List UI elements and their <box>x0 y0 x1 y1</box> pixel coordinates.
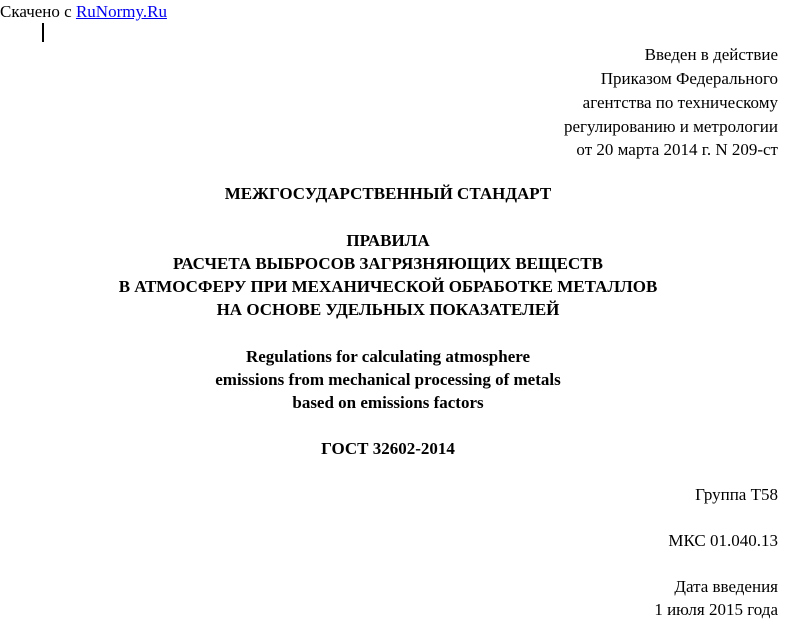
title-ru-line-3: В АТМОСФЕРУ ПРИ МЕХАНИЧЕСКОЙ ОБРАБОТКЕ МЕТАЛЛОВ <box>118 277 658 296</box>
group: Группа Т58 <box>695 485 778 504</box>
text-cursor <box>42 23 44 42</box>
standard-type: МЕЖГОСУДАРСТВЕННЫЙ СТАНДАРТ <box>224 184 552 203</box>
introduction-date-value: 1 июля 2015 года <box>654 600 778 619</box>
source-prefix: Скачено с <box>0 2 72 21</box>
source-line <box>0 0 167 23</box>
title-ru-line-4: НА ОСНОВЕ УДЕЛЬНЫХ ПОКАЗАТЕЛЕЙ <box>216 300 560 319</box>
enactment-line-3: агентства по техническому <box>582 93 778 112</box>
title-ru-line-1: ПРАВИЛА <box>346 231 430 250</box>
title-ru-line-2: РАСЧЕТА ВЫБРОСОВ ЗАГРЯЗНЯЮЩИХ ВЕЩЕСТВ <box>173 254 603 273</box>
enactment-line-5: от 20 марта 2014 г. N 209-ст <box>576 140 778 159</box>
mks-code: МКС 01.040.13 <box>668 531 778 550</box>
enactment-line-1: Введен в действие <box>644 45 778 64</box>
enactment-line-2: Приказом Федерального <box>600 69 778 88</box>
title-en-line-1: Regulations for calculating atmosphere <box>245 347 531 366</box>
introduction-date-label: Дата введения <box>674 577 778 596</box>
title-en-line-3: based on emissions factors <box>292 393 484 412</box>
enactment-line-4: регулированию и метрологии <box>563 117 778 136</box>
designation: ГОСТ 32602-2014 <box>321 439 455 458</box>
title-en-line-2: emissions from mechanical processing of metals <box>215 370 561 389</box>
source-link[interactable]: RuNormy.Ru <box>75 2 167 21</box>
